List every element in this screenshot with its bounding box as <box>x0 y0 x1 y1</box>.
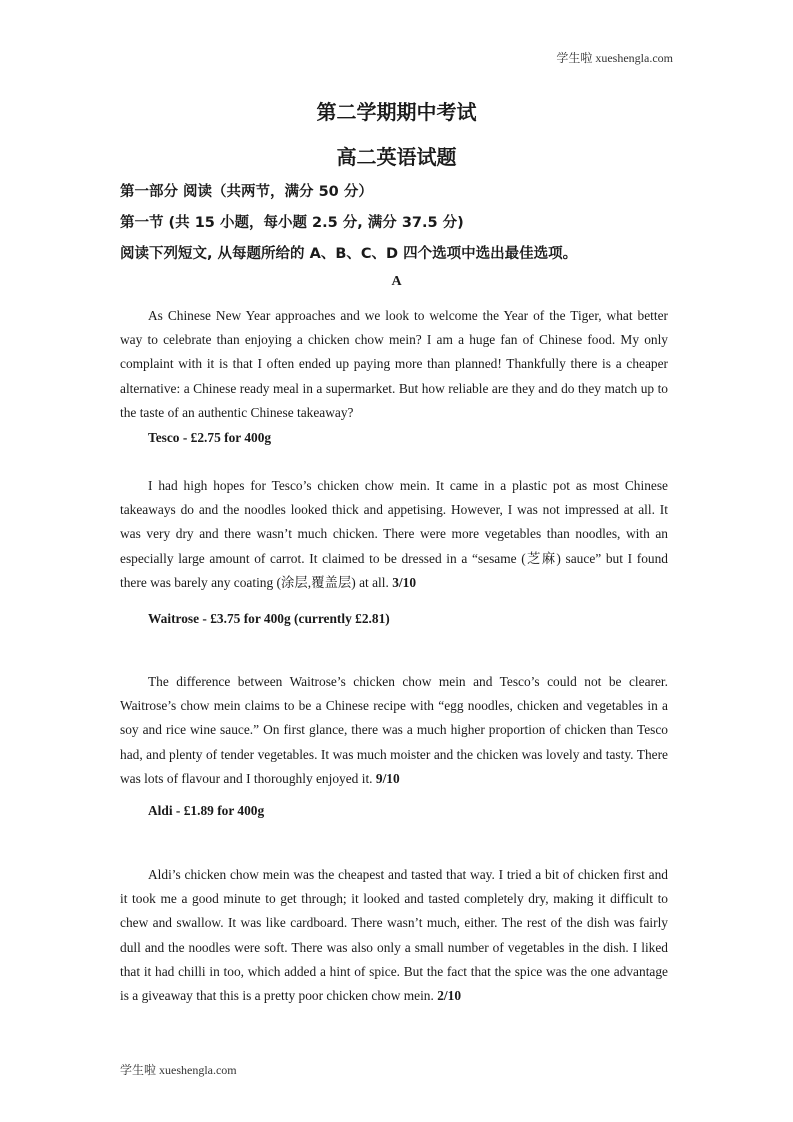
review-score-waitrose: 9/10 <box>375 770 400 786</box>
footer-watermark: 学生啦 xueshengla.com <box>120 1063 237 1077</box>
review-score-aldi: 2/10 <box>437 988 462 1004</box>
review-paragraph-waitrose <box>120 670 668 791</box>
review-heading-tesco: Tesco - £2.75 for 400g <box>148 430 272 445</box>
review-paragraph-aldi <box>120 863 668 1008</box>
exam-title: 第二学期期中考试 <box>316 100 477 124</box>
header-watermark: 学生啦 xueshengla.com <box>556 51 673 65</box>
review-heading-waitrose: Waitrose - £3.75 for 400g (currently £2.81) <box>148 611 390 626</box>
review-score-tesco: 3/10 <box>392 574 417 590</box>
reading-instruction: 阅读下列短文, 从每题所给的 A、B、C、D 四个选项中选出最佳选项。 <box>120 246 578 262</box>
review-heading-aldi: Aldi - £1.89 for 400g <box>148 803 265 818</box>
review-paragraph-tesco <box>120 474 668 595</box>
review-text-waitrose: The difference between Waitrose’s chicken chow mein and Tesco’s could not be clearer. Waitrose’s chow mein claims to be a Chinese recipe with “egg noodles, chicken and vegetables in a soy and rice wine sauce.” On first glance, there was a much higher proportion of chicken than Tesco had, and plenty of tender vegetables. It was much moister and the chicken was lovely and tasty. There was lots of flavour and I thoroughly enjoyed it. <box>120 674 668 786</box>
section-heading: 第一节 (共 15 小题，每小题 2.5 分, 满分 37.5 分) <box>120 215 464 231</box>
review-text-aldi: Aldi’s chicken chow mein was the cheapest and tasted that way. I tried a bit of chicken first and it took me a good minute to get through; it looked and tasted completely dry, making it difficult to chew and swallow. It was like cardboard. There wasn’t much, either. The rest of the dish was fairly dull and the noodles were soft. There was also only a small number of vegetables in the dish. I liked that it had chilli in too, which added a hint of spice. But the fact that the spice was the one advantage is a giveaway that this is a pretty poor chicken chow mein. <box>120 867 668 1004</box>
review-text-tesco: I had high hopes for Tesco’s chicken chow mein. It came in a plastic pot as most Chinese takeaways do and the noodles looked thick and appetising. However, I was not impressed at all. It was very dry and there wasn’t much chicken. There were more vegetables than noodles, with an especially large amount of carrot. It claimed to be dressed in a “sesame (芝麻) sauce” but I found there was barely any coating (涂层,覆盖层) at all. <box>120 478 668 590</box>
passage-letter: A <box>391 274 402 289</box>
intro-paragraph <box>120 304 668 425</box>
exam-subtitle: 高二英语试题 <box>336 145 457 169</box>
part-heading: 第一部分 阅读（共两节，满分 50 分） <box>120 184 373 200</box>
intro-text: As Chinese New Year approaches and we look to welcome the Year of the Tiger, what better way to celebrate than enjoying a chicken chow mein? I am a huge fan of Chinese food. My only complaint with it is that I often ended up paying more than planned! Thankfully there is a cheaper alternative: a Chinese ready meal in a supermarket. But how reliable are they and do they match up to the taste of an authentic Chinese takeaway? <box>120 308 668 420</box>
